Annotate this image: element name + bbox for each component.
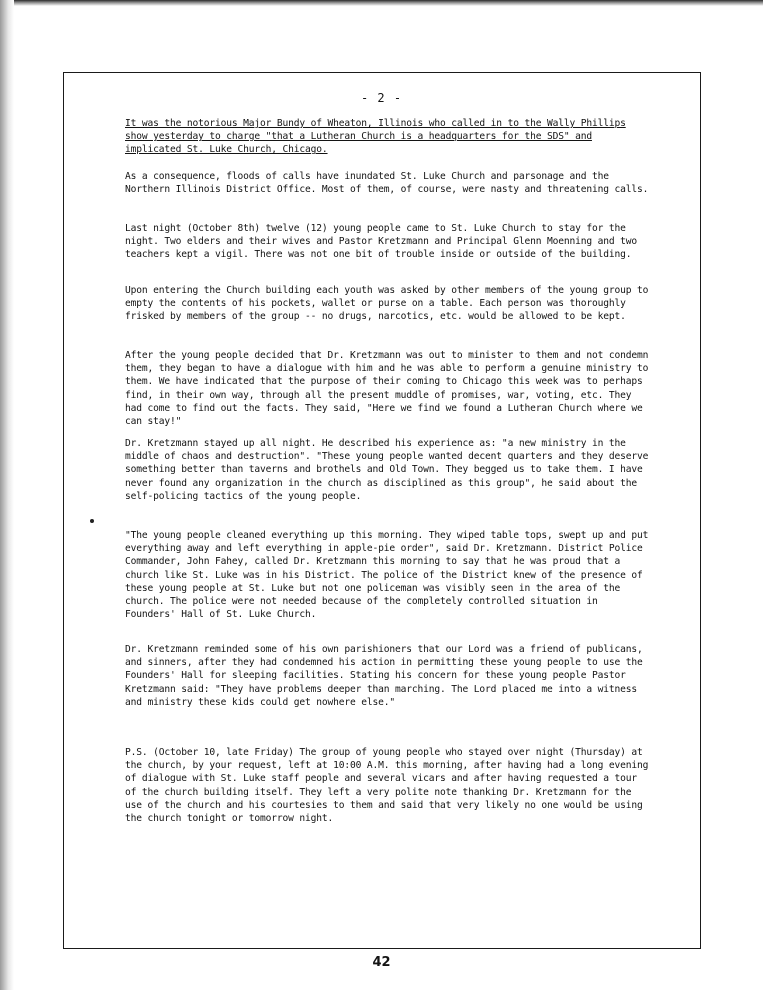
paragraph-2: As a consequence, floods of calls have inundated St. Luke Church and parsonage and the Northern Illinois District Office. Most of them, of course, were nasty and threatening calls. xyxy=(125,171,649,196)
margin-mark xyxy=(90,519,94,523)
paragraph-7: "The young people cleaned everything up this morning. They wiped table tops, swept up and put everything away and left everything in apple-pie order", said Dr. Kretzmann. District Police Commander, John Fahey, called Dr. Kretzmann this morning to say that he was proud that a church like St. Luke was in his District. The police of the District knew of the presence of these young people at St. Luke but not one policeman was visibly seen in the area of the church. The police were not needed because of the completely controlled situation in Founders' Hall of St. Luke Church. xyxy=(125,530,649,621)
footer-page-number: 42 xyxy=(372,955,391,970)
scan-shadow-left xyxy=(0,0,14,990)
paragraph-5: After the young people decided that Dr. Kretzmann was out to minister to them and not condemn them, they began to have a dialogue with him and he was able to perform a genuine ministry to them. We have indicated that the purpose of their coming to Chicago this week was to perhaps find, in their own way, through all the present muddle of promises, war, voting, etc. They had come to find out the facts. They said, "Here we find we found a Lutheran Church where we can stay!" xyxy=(125,350,649,428)
scan-edge-top xyxy=(0,0,763,6)
page-marker: - 2 - xyxy=(360,91,403,105)
paragraph-3: Last night (October 8th) twelve (12) young people came to St. Luke Church to stay for the night. Two elders and their wives and Pastor Kretzmann and Principal Glenn Moenning and two teachers kept a vigil. There was not one bit of trouble inside or outside of the building. xyxy=(125,223,637,261)
paragraph-1: It was the notorious Major Bundy of Wheaton, Illinois who called in to the Wally Phillips show yesterday to charge "that a Lutheran Church is a headquarters for the SDS" and implicated St. Luke Church, Chicago. xyxy=(125,118,626,156)
paragraph-6: Dr. Kretzmann stayed up all night. He described his experience as: "a new ministry in the middle of chaos and destruction". "These young people wanted decent quarters and they deserve something better than taverns and brothels and Old Town. They begged us to take them. I have never found any organization in the church as disciplined as this group", he said about the self-policing tactics of the young people. xyxy=(125,438,649,502)
paragraph-4: Upon entering the Church building each youth was asked by other members of the young group to empty the contents of his pockets, wallet or purse on a table. Each person was thoroughly frisked by members of the group -- no drugs, narcotics, etc. would be allowed to be kept. xyxy=(125,285,649,323)
paragraph-ps: P.S. (October 10, late Friday) The group of young people who stayed over night (Thursday) at the church, by your request, left at 10:00 A.M. this morning, after having had a long evening of dialogue with St. Luke staff people and several vicars and after having requested a tour of the church building itself. They left a very polite note thanking Dr. Kretzmann for the use of the church and his courtesies to them and said that very likely no one would be using the church tonight or tomorrow night. xyxy=(125,747,649,825)
paragraph-8: Dr. Kretzmann reminded some of his own parishioners that our Lord was a friend of publicans, and sinners, after they had condemned his action in permitting these young people to use the Founders' Hall for sleeping facilities. Stating his concern for these young people Pastor Kretzmann said: "They have problems deeper than marching. The Lord placed me into a witness and ministry these kids could get nowhere else." xyxy=(125,644,643,708)
